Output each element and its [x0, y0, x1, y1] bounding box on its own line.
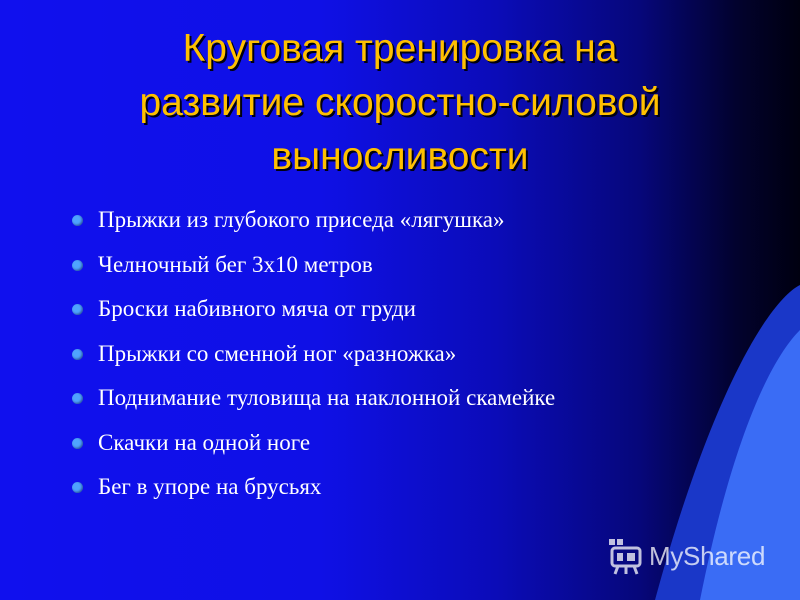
bullet-text: Броски набивного мяча от груди: [98, 296, 416, 321]
bullet-dot-icon: [72, 482, 83, 493]
bullet-dot-icon: [72, 260, 83, 271]
bullet-dot-icon: [72, 438, 83, 449]
bullet-dot-icon: [72, 393, 83, 404]
title-line-2: развитие скоростно-силовой: [139, 81, 661, 124]
bullet-item: [72, 378, 772, 423]
bullet-text: Прыжки из глубокого приседа «лягушка»: [98, 207, 505, 232]
bullet-text: Бег в упоре на брусьях: [98, 474, 322, 499]
bullet-text: Челночный бег 3х10 метров: [98, 251, 373, 277]
watermark-text: MyShared: [649, 540, 766, 571]
title-line-3: выносливости: [271, 135, 529, 178]
bullet-item: [72, 334, 772, 379]
bullet-item: [72, 467, 772, 512]
bullet-text: Поднимание туловища на наклонной скамейке: [98, 385, 556, 410]
bullet-dot-icon: [72, 304, 83, 315]
watermark: [606, 536, 765, 576]
bullet-dot-icon: [72, 349, 83, 360]
bullet-item: [72, 200, 772, 245]
myshared-logo-icon: [606, 536, 646, 576]
bullet-item: [72, 245, 772, 290]
bullet-dot-icon: [72, 215, 83, 226]
bullet-item: [72, 423, 772, 468]
title-line-1: Круговая тренировка на: [182, 27, 618, 70]
bullet-text: Скачки на одной ноге: [98, 429, 311, 455]
slide-title: [40, 22, 760, 184]
bullet-item: [72, 289, 772, 334]
bullet-text: Прыжки со сменной ног «разножка»: [98, 340, 457, 366]
bullet-list: [72, 200, 772, 512]
